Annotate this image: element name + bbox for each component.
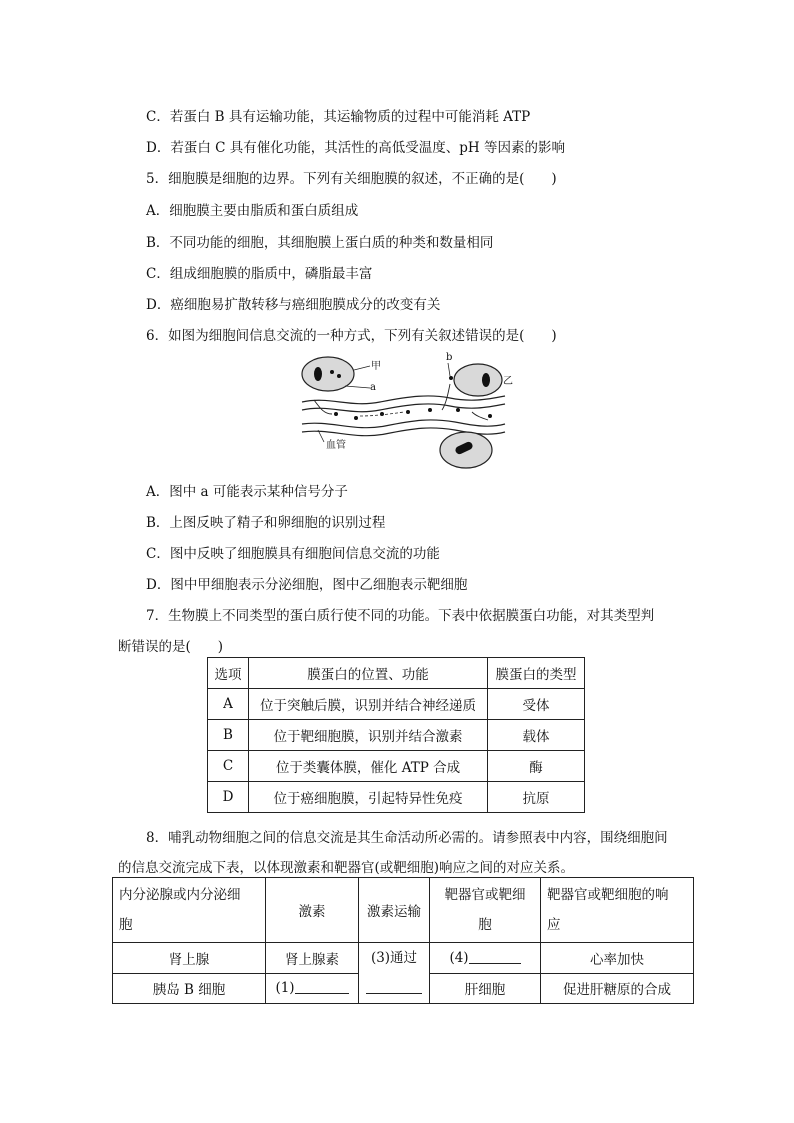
q8-cell-gland: 肾上腺 [113,943,266,974]
label-a: a [370,382,376,393]
q7-stem-line2: 断错误的是( ) [118,639,224,655]
cell-signaling-figure [300,350,513,470]
q5-option-d: D．癌细胞易扩散转移与癌细胞膜成分的改变有关 [146,297,441,313]
q7-cell-position: 位于类囊体膜，催化 ATP 合成 [249,751,488,782]
q8-cell-response: 促进肝糖原的合成 [541,973,694,1004]
answer-blank-3[interactable] [366,980,422,994]
q4-option-c: C．若蛋白 B 具有运输功能，其运输物质的过程中可能消耗 ATP [146,109,531,125]
label-jia: 甲 [371,361,381,372]
q8-cell-target: 肝细胞 [430,973,541,1004]
q7-header-type: 膜蛋白的类型 [488,658,585,689]
q7-cell-position: 位于靶细胞膜，识别并结合激素 [249,720,488,751]
label-b: b [446,352,453,363]
answer-blank-4[interactable] [469,950,521,964]
q8-table [112,877,694,1004]
table-row [208,751,585,782]
table-row [113,943,694,974]
q7-cell-position: 位于癌细胞膜，引起特异性免疫 [249,782,488,813]
q8-stem-line1: 8．哺乳动物细胞之间的信息交流是其生命活动所必需的。请参照表中内容，围绕细胞间 [146,830,668,846]
q6-option-a: A．图中 a 可能表示某种信号分子 [146,484,348,500]
q8-cell-hormone: (1) [266,973,359,1004]
q7-cell-option: C [208,751,249,782]
q6-option-c: C．图中反映了细胞膜具有细胞间信息交流的功能 [146,546,440,562]
q5-option-a: A．细胞膜主要由脂质和蛋白质组成 [146,203,359,219]
q7-stem-line1: 7．生物膜上不同类型的蛋白质行使不同的功能。下表中依据膜蛋白功能，对其类型判 [146,608,655,624]
cell-yi-nucleus [482,373,490,387]
table-row [208,689,585,720]
label-vessel: 血管 [326,440,346,451]
q7-cell-option: D [208,782,249,813]
q7-cell-type: 酶 [488,751,585,782]
q5-option-c: C．组成细胞膜的脂质中，磷脂最丰富 [146,266,373,282]
q7-cell-type: 抗原 [488,782,585,813]
q8-header-target: 靶器官或靶细 胞 [430,878,541,943]
answer-blank-1[interactable] [295,980,349,994]
q8-header-gland: 内分泌腺或内分泌细 胞 [113,878,266,943]
q7-cell-option: B [208,720,249,751]
q8-header-row [113,878,694,943]
q7-table [207,657,585,813]
q8-cell-gland: 胰岛 B 细胞 [113,973,266,1004]
q8-header-transport: 激素运输 [359,878,430,943]
cell-yi [454,364,502,396]
q8-cell-target: (4) [430,943,541,974]
q8-cell-response: 心率加快 [541,943,694,974]
q8-cell-hormone: 肾上腺素 [266,943,359,974]
q8-header-hormone: 激素 [266,878,359,943]
q8-header-response: 靶器官或靶细胞的响 应 [541,878,694,943]
table-row [208,782,585,813]
q7-cell-option: A [208,689,249,720]
vessel-wall-upper-inner [302,404,505,412]
cell-jia-nucleus [314,367,322,381]
q7-cell-type: 载体 [488,720,585,751]
q6-option-b: B．上图反映了精子和卵细胞的识别过程 [146,515,386,531]
q7-cell-position: 位于突触后膜，识别并结合神经递质 [249,689,488,720]
q5-stem: 5．细胞膜是细胞的边界。下列有关细胞膜的叙述，不正确的是( ) [146,171,557,187]
q5-option-b: B．不同功能的细胞，其细胞膜上蛋白质的种类和数量相同 [146,235,494,251]
q8-stem-line2: 的信息交流完成下表，以体现激素和靶器官(或靶细胞)响应之间的对应关系。 [118,860,575,876]
q4-option-d: D．若蛋白 C 具有催化功能，其活性的高低受温度、pH 等因素的影响 [146,140,565,156]
q7-header-position: 膜蛋白的位置、功能 [249,658,488,689]
q6-option-d: D．图中甲细胞表示分泌细胞，图中乙细胞表示靶细胞 [146,577,468,593]
vessel-wall-upper [302,396,505,404]
q8-cell-transport: (3)通过 [359,943,430,1004]
vessel-wall-lower-inner [302,420,505,428]
label-yi: 乙 [503,376,513,387]
q6-stem: 6．如图为细胞间信息交流的一种方式，下列有关叙述错误的是( ) [146,328,557,344]
q7-header-row [208,658,585,689]
q7-header-option: 选项 [208,658,249,689]
q7-cell-type: 受体 [488,689,585,720]
table-row [208,720,585,751]
